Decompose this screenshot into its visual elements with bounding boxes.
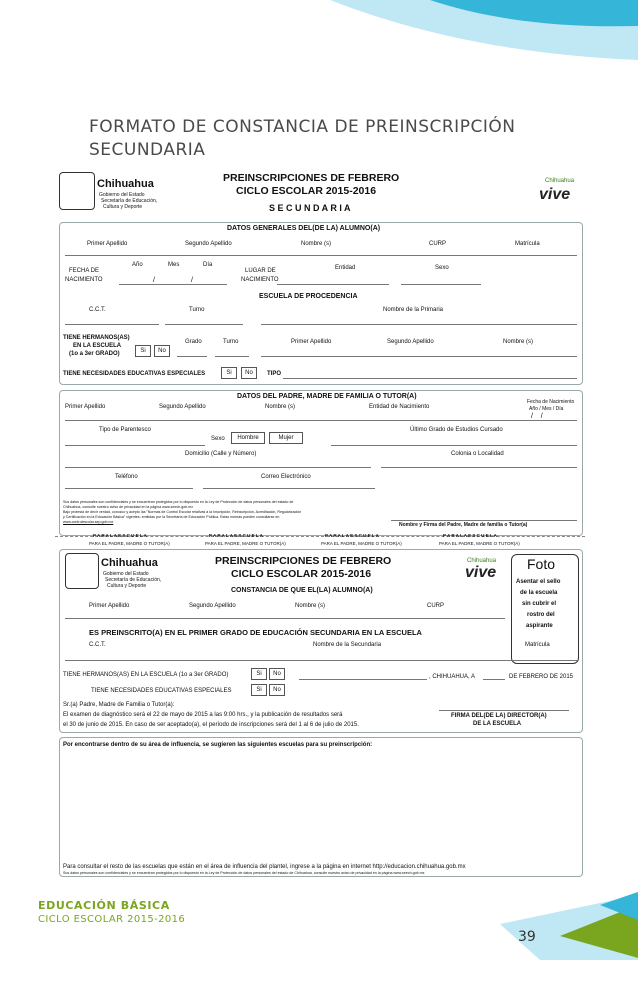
c-hermanos-si[interactable]: Si	[251, 668, 267, 680]
label-telefono: Teléfono	[115, 474, 138, 480]
label-segundo-apellido: Segundo Apellido	[185, 241, 232, 247]
turno-hermano-field[interactable]	[215, 356, 249, 357]
aviso-2: Chihuahua, consulte nuestro aviso de privacidad en la página www.seech.gob.mx	[63, 505, 194, 509]
cut-label-escuela-1: P A R A L A E S C U E L A	[93, 533, 147, 538]
cct-field[interactable]	[65, 324, 159, 325]
label-firma-director-2: DE LA ESCUELA	[473, 721, 522, 727]
lugar-field[interactable]	[299, 679, 427, 680]
sexo-field[interactable]	[401, 284, 481, 285]
foto-note-4: rostro del	[527, 612, 555, 618]
consultar-link[interactable]: Para consultar el resto de las escuelas que están en el área de influencia del plantel, ingrese a la página en internet http://educacion.chihuahua.gob.mx	[63, 864, 466, 870]
aviso-3: Bajo protesta de decir verdad, conozco y acepto las "Normas de Control Escolar relativas a la Inscripción, Reinscripción, Acreditación, Regularización	[63, 510, 302, 514]
foto-note-2: de la escuela	[520, 590, 558, 596]
label-turno-hermano: Turno	[223, 339, 239, 345]
tipo-field[interactable]	[283, 378, 577, 379]
firma-padre-field[interactable]	[391, 520, 577, 521]
examen-note-1: El examen de diagnóstico será el 22 de mayo de 2015 a las 9:00 hrs., y la publicación de resultados será	[63, 712, 343, 718]
cut-label-escuela-3: P A R A L A E S C U E L A	[325, 533, 379, 538]
foto-note-5: aspirante	[526, 623, 553, 629]
foto-note-3: sin cubrir el	[522, 601, 557, 607]
state-shield-icon	[59, 172, 95, 210]
label-c-segundo: Segundo Apellido	[189, 603, 236, 609]
label-colonia: Colonia o Localidad	[451, 451, 504, 457]
label-fecha-nac-2: NACIMIENTO	[65, 277, 103, 283]
label-entidad: Entidad	[335, 265, 356, 271]
preinscrito-statement: ES PREINSCRITO(A) EN EL PRIMER GRADO DE EDUCACIÓN SECUNDARIA EN LA ESCUELA	[89, 628, 422, 637]
dia-field[interactable]	[483, 679, 505, 680]
label-mes: Mes	[168, 262, 180, 268]
label-fecha-nac-1: FECHA DE	[69, 268, 100, 274]
label-nombre-primaria: Nombre de la Primaria	[383, 307, 444, 313]
entidad-field[interactable]	[277, 284, 389, 285]
label-hermano-primer-apellido: Primer Apellido	[291, 339, 332, 345]
preinscription-form: Chihuahua Gobierno del Estado Secretaría de Educación, Cultura y Deporte PREINSCRIPCIONES DE FEBRERO CICLO ESCOLAR 2015-2016 S E C U N D A R I A Chihuahua vive DATOS GENERALES DEL(DE LA) ALUMNO(A) Primer Apellido Segundo Apellido Nombre (s) CURP Matrícula FECHA DE NACIMIENTO Año Mes Día / / LUGAR DE NACIMIENTO Entidad Sexo ESCUELA DE PROCEDENCIA C.C.T. Turno Nombre de la Primaria TIENE HERMANOS(AS) EN LA ESCUELA (1o a 3er GRADO) Si No Grado Turno Primer Apellido Segundo Apellido Nombre (s) TIENE NECESIDADES EDUCATIVAS ESPECIALES Si No TIPO DATOS DEL PADRE, MADRE DE FAMILIA O TUTOR(A) Primer Apellido Segundo Apellido Nombre (s) Entidad de Nacimiento Fecha de Nacimiento Año / Mes / Día / / Tipo de Parentesco Sexo Hombre Mujer Último Grado de Estudios Cursado Domicilio (Calle y Número) Colonia o Localidad Teléfono Correo Electrónico Sus datos personales son confidenciales y se encuentran protegidos por lo dispuesto en la Ley de Protección de datos personales del estado de Chihuahua, consulte nuestro aviso de privacidad en la página www.seech.gob.mx Bajo protesta de decir verdad, conozco y acepto las "Normas de Control Escolar relativas a la Inscripción, Reinscripción, Acreditación, Regularización y Certificación en la Educación Básica" vigentes, emitidas por la Secretaría de Educación Pública. Estas normas pueden consultarse en www.controlescolar.sep.gob.mx Nombre y Firma del Padre, Madre de familia o Tutor(a) P A R A L A E S C U E L A P A R A L A E S C U E L A P A R A L A E S C U E L A P A R A L A E S C U E L A PARA EL PADRE, MADRE O TUTOR(A) PARA EL PADRE, MADRE O TUTOR(A) PARA EL PADRE, MADRE O TUTOR(A) PARA EL PADRE, MADRE O TUTOR(A) Chihuahua Gobierno del Estado Secretaría de Educación, Cultura y Deporte PREINSCRIPCIONES DE FEBRERO CICLO ESCOLAR 2015-2016 CONSTANCIA DE QUE EL(LA) ALUMNO(A) Chihuahua vive Foto Asentar el sello de la escuela sin cubrir el rostro del aspirante Primer Apellido Segundo Apellido Nombre (s) CURP ES PREINSCRITO(A) EN EL PRIMER GRADO DE EDUCACIÓN SECUNDARIA EN LA ESCUELA C.C.T. Nombre de la Secundaria Matrícula TIENE HERMANOS(AS) EN LA ESCUELA (1o a 3er GRADO) Si No TIENE NECESIDADES EDUCATIVAS ESPECIALES Si No , CHIHUAHUA, A DE FEBRERO DE 2015 Sr.(a) Padre, Madre de Familia o Tutor(a): El examen de diagnóstico será el 22 de mayo de 2015 a las 9:00 hrs., y la publicación de resultados será el 30 de junio de 2015. En caso de ser aceptado(a), el período de inscripciones será del 1 al 6 de julio de 2015. FIRMA DEL(DE LA) DIRECTOR(A) DE LA ESCUELA Por encontrarse dentro de su área de influencia, se sugieren las siguientes escuelas para su preinscripción: Para consultar el resto de las escuelas que están en el área de influencia del plantel, ingrese a la página en internet http://educacion.chihuahua.gob.mx Sus datos personales son confidenciales y se encuentran protegidos por lo dispuesto en la Ley de Protección de datos personales del estado de Chihuahua, consulte nuestro aviso de privacidad en la página www.seech.gob.mx	[55, 164, 585, 884]
label-chihuahua-a: , CHIHUAHUA, A	[429, 674, 476, 680]
label-c-matricula: Matrícula	[525, 642, 550, 648]
telefono-field[interactable]	[65, 488, 193, 489]
nee-no-checkbox[interactable]: No	[241, 367, 257, 379]
label-cct: C.C.T.	[89, 307, 106, 313]
label-lugar-1: LUGAR DE	[245, 268, 276, 274]
label-curp: CURP	[429, 241, 447, 247]
label-hermanos-2: EN LA ESCUELA	[73, 343, 122, 349]
logo-left-sub1-2: Gobierno del Estado	[103, 571, 149, 577]
cut-label-escuela-4: P A R A L A E S C U E L A	[443, 533, 497, 538]
label-c-nombre: Nombre (s)	[295, 603, 326, 609]
page-title: FORMATO DE CONSTANCIA DE PREINSCRIPCIÓN SECUNDARIA	[89, 117, 516, 160]
label-padre-sexo: Sexo	[211, 436, 225, 442]
label-correo: Correo Electrónico	[261, 474, 311, 480]
escuela-procedencia-title: ESCUELA DE PROCEDENCIA	[259, 293, 358, 300]
hermano-name-field[interactable]	[261, 356, 577, 357]
label-firma-director-1: FIRMA DEL(DE LA) DIRECTOR(A)	[451, 713, 547, 719]
sugerencias-section	[59, 737, 583, 877]
footer-title: EDUCACIÓN BÁSICA	[38, 899, 170, 912]
label-nee: TIENE NECESIDADES EDUCATIVAS ESPECIALES	[63, 371, 206, 377]
label-dia: Día	[203, 262, 213, 268]
c-name-field[interactable]	[65, 618, 505, 619]
logo-left-sub2-2: Secretaría de Educación,	[105, 577, 162, 583]
padre-section-title: DATOS DEL PADRE, MADRE DE FAMILIA O TUTOR(A)	[237, 393, 417, 400]
cut-label-padre-4: PARA EL PADRE, MADRE O TUTOR(A)	[439, 541, 520, 546]
label-primer-apellido: Primer Apellido	[87, 241, 128, 247]
label-c-nee: TIENE NECESIDADES EDUCATIVAS ESPECIALES	[91, 688, 232, 694]
foto-note-1: Asentar el sello	[516, 579, 561, 585]
padre-name-field[interactable]	[65, 420, 577, 421]
vive-logo-icon: vive	[539, 186, 571, 203]
secundaria-field[interactable]	[65, 660, 577, 661]
footer-subtitle: CICLO ESCOLAR 2015-2016	[38, 914, 186, 925]
vive-logo-icon-2: vive	[465, 564, 497, 581]
label-sr: Sr.(a) Padre, Madre de Familia o Tutor(a):	[63, 702, 175, 708]
form-header-3: S E C U N D A R I A	[269, 203, 351, 213]
logo-left-sub3-2: Cultura y Deporte	[107, 583, 147, 589]
logo-left-sub2: Secretaría de Educación,	[101, 198, 158, 204]
label-estudios: Último Grado de Estudios Cursado	[410, 427, 503, 433]
foto-label: Foto	[527, 556, 556, 572]
cut-label-padre-1: PARA EL PADRE, MADRE O TUTOR(A)	[89, 541, 170, 546]
grado-field[interactable]	[177, 356, 207, 357]
birthdate-field[interactable]	[119, 284, 227, 285]
label-c-curp: CURP	[427, 603, 445, 609]
alumno-name-line[interactable]	[65, 255, 577, 256]
constancia-title: CONSTANCIA DE QUE EL(LA) ALUMNO(A)	[231, 587, 373, 594]
label-padre-nombre: Nombre (s)	[265, 404, 296, 410]
label-firma-padre: Nombre y Firma del Padre, Madre de familia o Tutor(a)	[399, 522, 528, 528]
turno-field[interactable]	[165, 324, 243, 325]
logo-left-sub1: Gobierno del Estado	[99, 192, 145, 198]
colonia-field[interactable]	[381, 467, 577, 468]
alumno-section-title: DATOS GENERALES DEL(DE LA) ALUMNO(A)	[227, 225, 381, 232]
nee-si-checkbox[interactable]: Si	[221, 367, 237, 379]
state-shield-icon-2	[65, 553, 99, 589]
hermanos-no-checkbox[interactable]: No	[154, 345, 170, 357]
logo-left-name-2: Chihuahua	[101, 557, 158, 569]
aviso-1: Sus datos personales son confidenciales y se encuentran protegidos por lo dispuesto en la Ley de Protección de datos personales del estado de	[63, 500, 294, 504]
hombre-checkbox[interactable]: Hombre	[231, 432, 265, 444]
label-hermano-nombres: Nombre (s)	[503, 339, 534, 345]
estudios-field[interactable]	[331, 445, 577, 446]
label-hermano-segundo-apellido: Segundo Apellido	[387, 339, 434, 345]
domicilio-field[interactable]	[65, 467, 371, 468]
label-c-hermanos: TIENE HERMANOS(AS) EN LA ESCUELA (1o a 3er GRADO)	[63, 672, 229, 678]
logo-right-top: Chihuahua	[545, 178, 575, 184]
examen-note-2: el 30 de junio de 2015. En caso de ser aceptado(a), el período de inscripciones será del 1 al 6 de julio de 2015.	[63, 722, 359, 728]
cut-label-padre-3: PARA EL PADRE, MADRE O TUTOR(A)	[321, 541, 402, 546]
mujer-checkbox[interactable]: Mujer	[269, 432, 303, 444]
logo-left-name: Chihuahua	[97, 178, 154, 190]
label-padre-entidad: Entidad de Nacimiento	[369, 404, 430, 410]
label-de-febrero: DE FEBRERO DE 2015	[509, 674, 574, 680]
constancia-header-2: CICLO ESCOLAR 2015-2016	[231, 568, 372, 580]
constancia-header-1: PREINSCRIPCIONES DE FEBRERO	[215, 555, 392, 567]
cut-label-escuela-2: P A R A L A E S C U E L A	[209, 533, 263, 538]
label-nombre-secundaria: Nombre de la Secundaria	[313, 642, 382, 648]
form-header-1: PREINSCRIPCIONES DE FEBRERO	[223, 172, 400, 184]
c-nee-no[interactable]: No	[269, 684, 285, 696]
hermanos-si-checkbox[interactable]: Si	[135, 345, 151, 357]
logo-left-sub3: Cultura y Deporte	[103, 204, 143, 210]
label-c-primer: Primer Apellido	[89, 603, 130, 609]
correo-field[interactable]	[203, 488, 375, 489]
label-padre-primer: Primer Apellido	[65, 404, 106, 410]
label-padre-segundo: Segundo Apellido	[159, 404, 206, 410]
label-anio: Año	[132, 262, 143, 268]
label-grado: Grado	[185, 339, 202, 345]
label-nombres: Nombre (s)	[301, 241, 332, 247]
form-header-2: CICLO ESCOLAR 2015-2016	[236, 185, 377, 197]
sugerencia-label: Por encontrarse dentro de su área de influencia, se sugieren las siguientes escuelas para su preinscripción:	[63, 742, 373, 748]
aviso-5-link[interactable]: www.controlescolar.sep.gob.mx	[63, 520, 114, 524]
aviso-4: y Certificación en la Educación Básica" vigentes, emitidas por la Secretaría de Educación Pública. Estas normas pueden consultarse en	[63, 515, 280, 519]
label-padre-fecha-2: Año / Mes / Día	[529, 406, 564, 412]
c-nee-si[interactable]: Si	[251, 684, 267, 696]
cut-label-padre-2: PARA EL PADRE, MADRE O TUTOR(A)	[205, 541, 286, 546]
parentesco-field[interactable]	[65, 445, 205, 446]
c-hermanos-no[interactable]: No	[269, 668, 285, 680]
primaria-field[interactable]	[261, 324, 577, 325]
label-padre-fecha-1: Fecha de Nacimiento	[527, 399, 575, 405]
logo-right-top-2: Chihuahua	[467, 558, 497, 564]
label-c-cct: C.C.T.	[89, 642, 106, 648]
firma-director-field[interactable]	[439, 710, 569, 711]
label-domicilio: Domicilio (Calle y Número)	[185, 451, 257, 457]
label-turno: Turno	[189, 307, 205, 313]
label-sexo: Sexo	[435, 265, 449, 271]
label-hermanos-1: TIENE HERMANOS(AS)	[63, 335, 130, 341]
label-parentesco: Tipo de Parentesco	[99, 427, 151, 433]
label-matricula: Matrícula	[515, 241, 540, 247]
constancia-aviso: Sus datos personales son confidenciales y se encuentran protegidos por lo dispuesto en la Ley de Protección de datos personales del estado de Chihuahua, consulte nuestro aviso de privacidad en la página www.seech.gob.mx	[63, 871, 425, 875]
label-tipo: TIPO	[267, 371, 282, 377]
label-lugar-2: NACIMIENTO	[241, 277, 279, 283]
label-hermanos-3: (1o a 3er GRADO)	[69, 351, 120, 357]
page-number: 39	[518, 929, 536, 945]
